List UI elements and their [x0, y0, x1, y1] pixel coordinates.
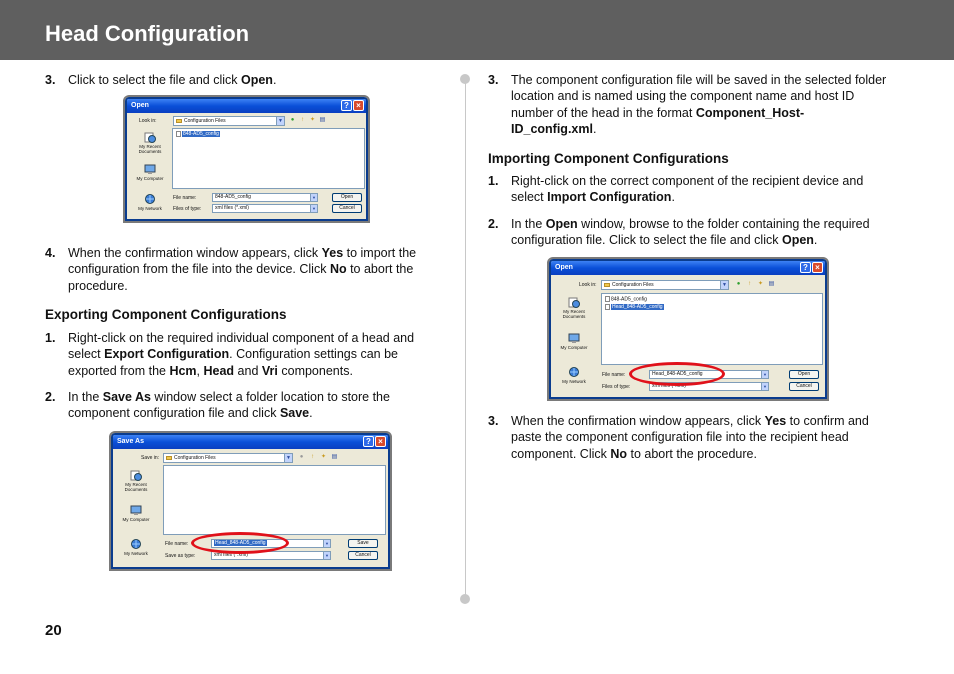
page-title: Head Configuration — [45, 21, 250, 46]
highlight-ellipse — [629, 362, 725, 386]
open-button: Open — [332, 193, 362, 202]
list-item: Head_848-AD5_config — [605, 304, 664, 310]
recent-documents-icon — [130, 470, 142, 481]
page-header — [0, 0, 954, 60]
step-number: 3. — [488, 73, 499, 87]
step-number: 2. — [45, 390, 56, 404]
xml-file-icon — [176, 131, 181, 137]
dialog-titlebar: Save As ? × — [113, 435, 388, 449]
open-dialog-screenshot: Open ? × Look in: Configuration Files ▼ ● ↑ ✦ ▤ My Recent Documents My Computer My Network 848-AD5_config Head_848-AD5_config File name: Head_848-AD5_config ▼ Files of type: xml files (*.xml) ▼ Open Cancel — [549, 259, 827, 399]
views-icon: ▤ — [768, 281, 775, 287]
list-item: 848-AD5_config — [605, 296, 647, 302]
chevron-down-icon: ▼ — [276, 117, 284, 125]
close-icon: × — [353, 100, 364, 111]
step-number: 4. — [45, 246, 56, 260]
folder-icon — [176, 119, 182, 123]
save-in-select: Configuration Files ▼ — [163, 453, 293, 463]
help-icon: ? — [341, 100, 352, 111]
new-folder-icon: ✦ — [320, 454, 327, 460]
look-in-select: Configuration Files ▼ — [173, 116, 285, 126]
file-name-field: Head_848-AD5_config ▼ — [211, 539, 331, 548]
file-list — [163, 465, 386, 535]
file-type-select: xml files (*.xml) ▼ — [212, 204, 318, 213]
recent-documents-icon — [144, 132, 156, 143]
step-number: 1. — [488, 174, 499, 188]
close-icon: × — [812, 262, 823, 273]
file-name-field: Head_848-AD5_config ▼ — [649, 370, 769, 379]
section-heading-export: Exporting Component Configurations — [45, 307, 287, 322]
file-list — [601, 293, 823, 365]
step-text: The component configuration file will be saved in the selected folder location and is named using the component name and host ID number of the head in the format Component_Host-ID_config.xml. — [511, 73, 887, 136]
chevron-down-icon: ▼ — [284, 454, 292, 462]
my-computer-icon — [144, 164, 156, 175]
back-icon: ● — [299, 454, 304, 460]
highlight-ellipse — [191, 532, 289, 554]
dialog-titlebar: Open ? × — [551, 261, 825, 275]
step-number: 1. — [45, 331, 56, 345]
up-folder-icon: ↑ — [748, 281, 751, 287]
my-network-icon — [144, 194, 156, 205]
back-icon: ● — [290, 117, 295, 123]
my-computer-icon — [568, 333, 580, 344]
chevron-down-icon: ▼ — [720, 281, 728, 289]
up-folder-icon: ↑ — [301, 117, 304, 123]
recent-documents-icon — [568, 297, 580, 308]
views-icon: ▤ — [331, 454, 338, 460]
save-button: Save — [348, 539, 378, 548]
back-icon: ● — [736, 281, 741, 287]
step-text: In the Open window, browse to the folder containing the required configuration file. Click to select the file and click Open. — [511, 217, 870, 248]
step-text: When the confirmation window appears, click Yes to import the configuration from the file into the device. Click No to abort the procedure. — [68, 246, 417, 293]
my-network-icon — [130, 539, 142, 550]
step-number: 3. — [45, 73, 56, 87]
step-number: 2. — [488, 217, 499, 231]
step-text: Right-click on the correct component of the recipient device and select Import Configuration. — [511, 174, 864, 205]
step-text: Right-click on the required individual component of a head and select Export Configuration. Configuration settings can be exported from the Hcm, Head and Vri components. — [68, 331, 415, 378]
list-item: 848-AD5_config — [176, 131, 220, 137]
file-list — [172, 128, 365, 189]
look-in-select: Configuration Files ▼ — [601, 280, 729, 290]
new-folder-icon: ✦ — [309, 117, 316, 123]
folder-icon — [604, 283, 610, 287]
help-icon: ? — [363, 436, 374, 447]
help-icon: ? — [800, 262, 811, 273]
my-network-icon — [568, 367, 580, 378]
new-folder-icon: ✦ — [757, 281, 764, 287]
file-type-select: xml files (*.xml) ▼ — [649, 382, 769, 391]
my-computer-icon — [130, 505, 142, 516]
xml-file-icon — [605, 296, 610, 302]
views-icon: ▤ — [319, 117, 326, 123]
folder-icon — [166, 456, 172, 460]
divider-dot-bottom — [460, 594, 470, 604]
step-text: Click to select the file and click Open. — [68, 73, 277, 87]
save-type-select: xml files (*.xml) ▼ — [211, 551, 331, 560]
column-divider — [465, 78, 466, 598]
xml-file-icon — [605, 304, 610, 310]
step-number: 3. — [488, 414, 499, 428]
open-button: Open — [789, 370, 819, 379]
step-text: In the Save As window select a folder location to store the component configuration file and click Save. — [68, 390, 390, 421]
section-heading-import: Importing Component Configurations — [488, 151, 729, 166]
cancel-button: Cancel — [789, 382, 819, 391]
open-dialog-screenshot: Open ? × Look in: Configuration Files ▼ ● ↑ ✦ ▤ My Recent Documents My Computer My Network 848-AD5_config File name: 848-AD5_config ▼ Files of type: xml files (*.xml) ▼ Open Cancel — [125, 97, 368, 221]
close-icon: × — [375, 436, 386, 447]
save-as-dialog-screenshot: Save As ? × Save in: Configuration Files ▼ ● ↑ ✦ ▤ My Recent Documents My Computer My Network File name: Head_848-AD5_config ▼ Save as type: xml files (*.xml) ▼ Save Cancel — [111, 433, 390, 569]
dialog-titlebar: Open ? × — [127, 99, 366, 113]
file-name-field: 848-AD5_config ▼ — [212, 193, 318, 202]
page-number: 20 — [45, 622, 62, 639]
up-folder-icon: ↑ — [311, 454, 314, 460]
cancel-button: Cancel — [332, 204, 362, 213]
step-text: When the confirmation window appears, click Yes to confirm and paste the component configuration file into the recipient head component. Click No to abort the procedure. — [511, 414, 869, 461]
cancel-button: Cancel — [348, 551, 378, 560]
